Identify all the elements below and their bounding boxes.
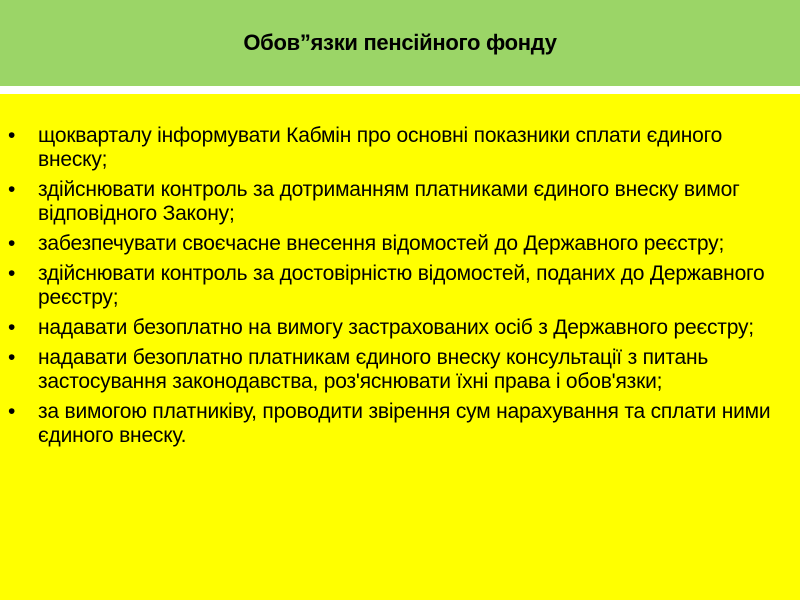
list-item bbox=[0, 316, 800, 340]
bullet-icon: • bbox=[8, 262, 16, 285]
list-item bbox=[0, 232, 800, 256]
bullet-list bbox=[0, 124, 800, 454]
list-item-text: надавати безоплатно платникам єдиного внеску консультації з питань застосування законодавства, роз'яснювати їхні права і обов'язки; bbox=[38, 346, 709, 393]
list-item-text: забезпечувати своєчасне внесення відомостей до Державного реєстру; bbox=[38, 232, 725, 255]
bullet-icon: • bbox=[8, 316, 16, 339]
slide-header bbox=[0, 0, 800, 86]
list-item bbox=[0, 400, 800, 448]
bullet-icon: • bbox=[8, 232, 16, 255]
slide-content bbox=[0, 94, 800, 600]
list-item bbox=[0, 124, 800, 172]
slide-title: Обов”язки пенсійного фонду bbox=[243, 30, 557, 55]
list-item-text: за вимогою платниківу, проводити звірення сум нарахування та сплати ними єдиного внеску. bbox=[38, 400, 771, 447]
bullet-icon: • bbox=[8, 400, 16, 423]
bullet-icon: • bbox=[8, 346, 16, 369]
list-item bbox=[0, 262, 800, 310]
bullet-icon: • bbox=[8, 124, 16, 147]
list-item bbox=[0, 346, 800, 394]
list-item-text: щокварталу інформувати Кабмін про основні показники сплати єдиного внеску; bbox=[38, 124, 723, 171]
list-item-text: надавати безоплатно на вимогу застрахованих осіб з Державного реєстру; bbox=[38, 316, 754, 339]
header-separator bbox=[0, 86, 800, 94]
list-item bbox=[0, 178, 800, 226]
bullet-icon: • bbox=[8, 178, 16, 201]
list-item-text: здійснювати контроль за достовірністю відомостей, поданих до Державного реєстру; bbox=[38, 262, 765, 309]
list-item-text: здійснювати контроль за дотриманням платниками єдиного внеску вимог відповідного Закону; bbox=[38, 178, 740, 225]
